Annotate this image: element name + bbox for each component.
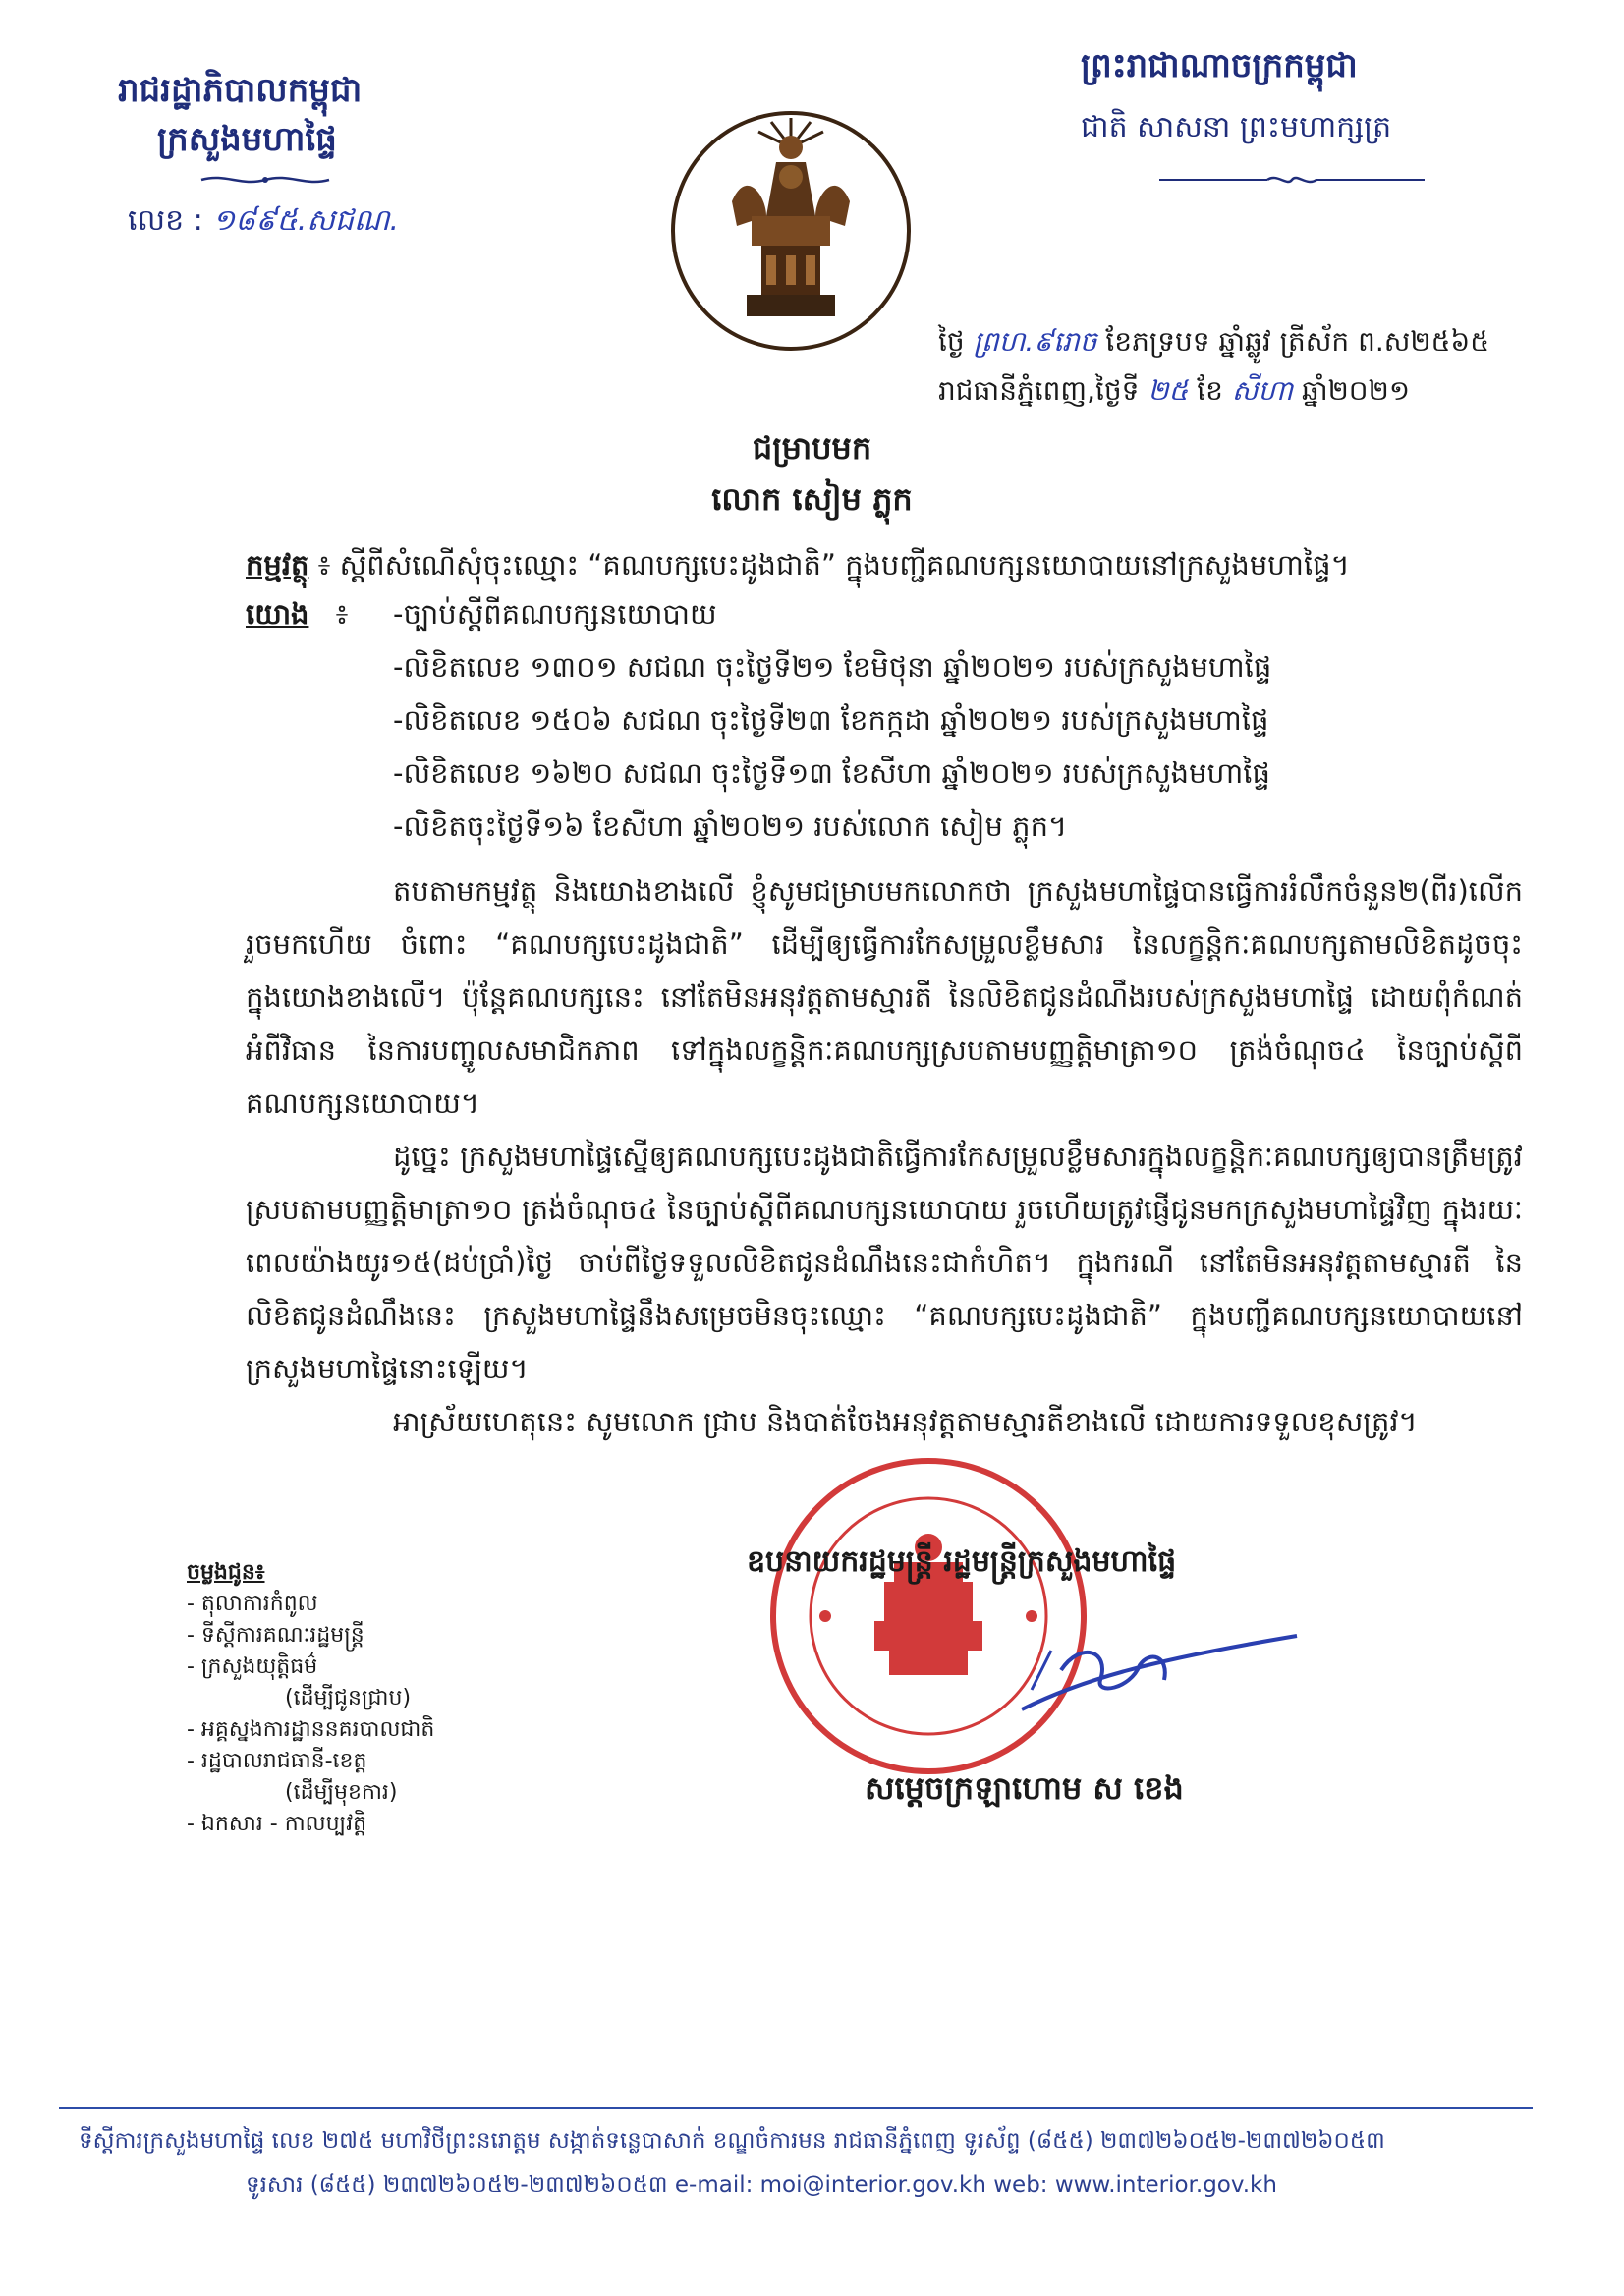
lunar-suffix: ខែភទ្របទ ឆ្នាំឆ្លូវ ត្រីស័ក ព.ស២៥៦៥: [1105, 325, 1490, 358]
reference-item: -ច្បាប់ស្តីពីគណបក្សនយោបាយ: [393, 597, 717, 631]
copies-item: - អគ្គស្នងការដ្ឋាននគរបាលជាតិ: [187, 1717, 435, 1742]
copies-block: [187, 1557, 580, 1840]
kingdom-title: ព្រះរាជាណាចក្រកម្ពុជា: [1081, 46, 1358, 85]
solar-prefix: រាជធានីភ្នំពេញ,ថ្ងៃទី: [938, 374, 1140, 407]
body-paragraph-2: ដូច្នេះ ក្រសួងមហាផ្ទៃស្នើឲ្យគណបក្សបេះដូងជាតិធ្វើការកែសម្រួលខ្លឹមសារក្នុងលក្ខន្តិកៈគណបក្សឲ្យបានត្រឹមត្រូវស្របតាមបញ្ញត្តិមាត្រា១០ ត្រង់ចំណុច៤ នៃច្បាប់ស្តីពីគណបក្សនយោបាយ រួចហើយត្រូវផ្ញើជូនមកក្រសួងមហាផ្ទៃវិញ ក្នុងរយៈពេលយ៉ាងយូរ១៥(ដប់ប្រាំ)ថ្ងៃ ចាប់ពីថ្ងៃទទួលលិខិតជូនដំណឹងនេះជាកំហិត។ ក្នុងករណី នៅតែមិនអនុវត្តតាមស្មារតី នៃលិខិតជូនដំណឹងនេះ ក្រសួងមហាផ្ទៃនឹងសម្រេចមិនចុះឈ្មោះ “គណបក្សបេះដូងជាតិ” ក្នុងបញ្ជីគណបក្សនយោបាយនៅក្រសួងមហាផ្ទៃនោះឡើយ។: [246, 1140, 1523, 1385]
references-separator: ៖: [335, 597, 349, 631]
references-list: [393, 588, 1552, 853]
solar-date: [938, 373, 1410, 414]
reference-item: -លិខិតលេខ ១៣០១ សជណ ចុះថ្ងៃទី២១ ខែមិថុនា ឆ្នាំ២០២១ របស់ក្រសួងមហាផ្ទៃ: [393, 650, 1272, 684]
reference-number: [128, 201, 399, 245]
references-label-row: [246, 588, 348, 641]
solar-day: ២៥: [1148, 374, 1189, 407]
copies-title: ចម្លងជូន៖: [187, 1560, 265, 1585]
recipient-block: [0, 422, 1624, 525]
copies-item: - ក្រសួងយុត្តិធម៌: [187, 1654, 318, 1679]
copies-item: (ដើម្បីមុខការ): [285, 1780, 398, 1805]
reference-item: -លិខិតលេខ ១៥០៦ សជណ ចុះថ្ងៃទី២៣ ខែកក្កដា ឆ្នាំ២០២១ របស់ក្រសួងមហាផ្ទៃ: [393, 703, 1269, 737]
government-title: រាជរដ្ឋាភិបាលកម្ពុជា: [118, 71, 363, 110]
national-motto: ជាតិ សាសនា ព្រះមហាក្សត្រ: [1081, 110, 1392, 144]
body-paragraph-1: តបតាមកម្មវត្ថុ និងយោងខាងលើ ខ្ញុំសូមជម្រាបមកលោកថា ក្រសួងមហាផ្ទៃបានធ្វើការរំលឹកចំនួន២(ពីរ)លើករួចមកហើយ ចំពោះ “គណបក្សបេះដូងជាតិ” ដើម្បីឲ្យធ្វើការកែសម្រួលខ្លឹមសារ នៃលក្ខន្តិកៈគណបក្សតាមលិខិតដូចចុះក្នុងយោងខាងលើ។ ប៉ុន្តែគណបក្សនេះ នៅតែមិនអនុវត្តតាមស្មារតី នៃលិខិតជូនដំណឹងរបស់ក្រសួងមហាផ្ទៃ ដោយពុំកំណត់អំពីវិធាន នៃការបញ្ចូលសមាជិកភាព ទៅក្នុងលក្ខន្តិកៈគណបក្សស្របតាមបញ្ញត្តិមាត្រា១០ ត្រង់ចំណុច៤ នៃច្បាប់ស្តីពីគណបក្សនយោបាយ។: [246, 874, 1523, 1120]
handwritten-signature: [1002, 1611, 1316, 1729]
footer-line-2: ទូរសារ (៨៥៥) ២៣៧២៦០៥២-២៣៧២៦០៥៣ e-mail: moi@interior.gov.kh web: www.interior.gov.kh: [246, 2172, 1277, 2198]
lunar-date: [938, 324, 1489, 364]
ministry-emblem: [668, 108, 914, 354]
subject-separator: ៖: [317, 548, 331, 582]
copies-item: - រដ្ឋបាលរាជធានី-ខេត្ត: [187, 1749, 367, 1773]
body-paragraph-3: អាស្រ័យហេតុនេះ សូមលោក ជ្រាប និងបាត់ចែងអនុវត្តតាមស្មារតីខាងលើ ដោយការទទួលខុសត្រូវ។: [393, 1405, 1418, 1438]
solar-month-prefix: ខែ: [1197, 374, 1223, 407]
solar-year: ឆ្នាំ២០២១: [1301, 374, 1411, 407]
copies-item: (ដើម្បីជូនជ្រាប): [285, 1686, 412, 1710]
recipient-name: លោក សៀម ភ្លុក: [711, 480, 913, 518]
signer-name: សម្តេចក្រឡាហោម ស ខេង: [865, 1769, 1184, 1807]
lunar-handwritten: ព្រហ.៩រោច: [973, 325, 1097, 358]
ornament-left: [196, 172, 334, 186]
copies-item: - ឯកសារ - កាលប្បវត្តិ: [187, 1812, 367, 1836]
subject-text: ស្តីពីសំណើសុំចុះឈ្មោះ “គណបក្សបេះដូងជាតិ” ក្នុងបញ្ជីគណបក្សនយោបាយនៅក្រសួងមហាផ្ទៃ។: [339, 548, 1350, 582]
subject-label: កម្មវត្ថុ: [246, 548, 309, 582]
copies-item: - តុលាការកំពូល: [187, 1592, 318, 1616]
reference-item: -លិខិតចុះថ្ងៃទី១៦ ខែសីហា ឆ្នាំ២០២១ របស់លោក សៀម ភ្លុក។: [393, 810, 1068, 843]
references-label: យោង: [246, 597, 309, 631]
reference-item: -លិខិតលេខ ១៦២០ សជណ ចុះថ្ងៃទី១៣ ខែសីហា ឆ្នាំ២០២១ របស់ក្រសួងមហាផ្ទៃ: [393, 756, 1270, 790]
copies-item: - ទីស្តីការគណៈរដ្ឋមន្ត្រី: [187, 1623, 364, 1648]
footer-line-1: ទីស្តីការក្រសួងមហាផ្ទៃ លេខ ២៧៥ មហាវិថីព្រះនរោត្តម សង្កាត់ទន្លេបាសាក់ ខណ្ឌចំការមន រាជធានីភ្នំពេញ ទូរស័ព្ទ (៨៥៥) ២៣៧២៦០៥២-២៣៧២៦០៥៣: [79, 2128, 1385, 2154]
lunar-prefix: ថ្ងៃ: [938, 325, 965, 358]
footer-divider: [59, 2107, 1533, 2109]
to-label: ជម្រាបមក: [752, 429, 872, 467]
ministry-title: ក្រសួងមហាផ្ទៃ: [157, 120, 337, 159]
subject-line: [246, 538, 1552, 591]
solar-month: សីហា: [1231, 374, 1294, 407]
ref-label: លេខ :: [128, 203, 203, 238]
signer-position: ឧបនាយករដ្ឋមន្ត្រី រដ្ឋមន្ត្រីក្រសួងមហាផ្ទៃ: [747, 1544, 1177, 1579]
ref-number-handwritten: ១៨៩៥.សជណ.: [212, 203, 400, 238]
ornament-right: [1159, 172, 1425, 186]
